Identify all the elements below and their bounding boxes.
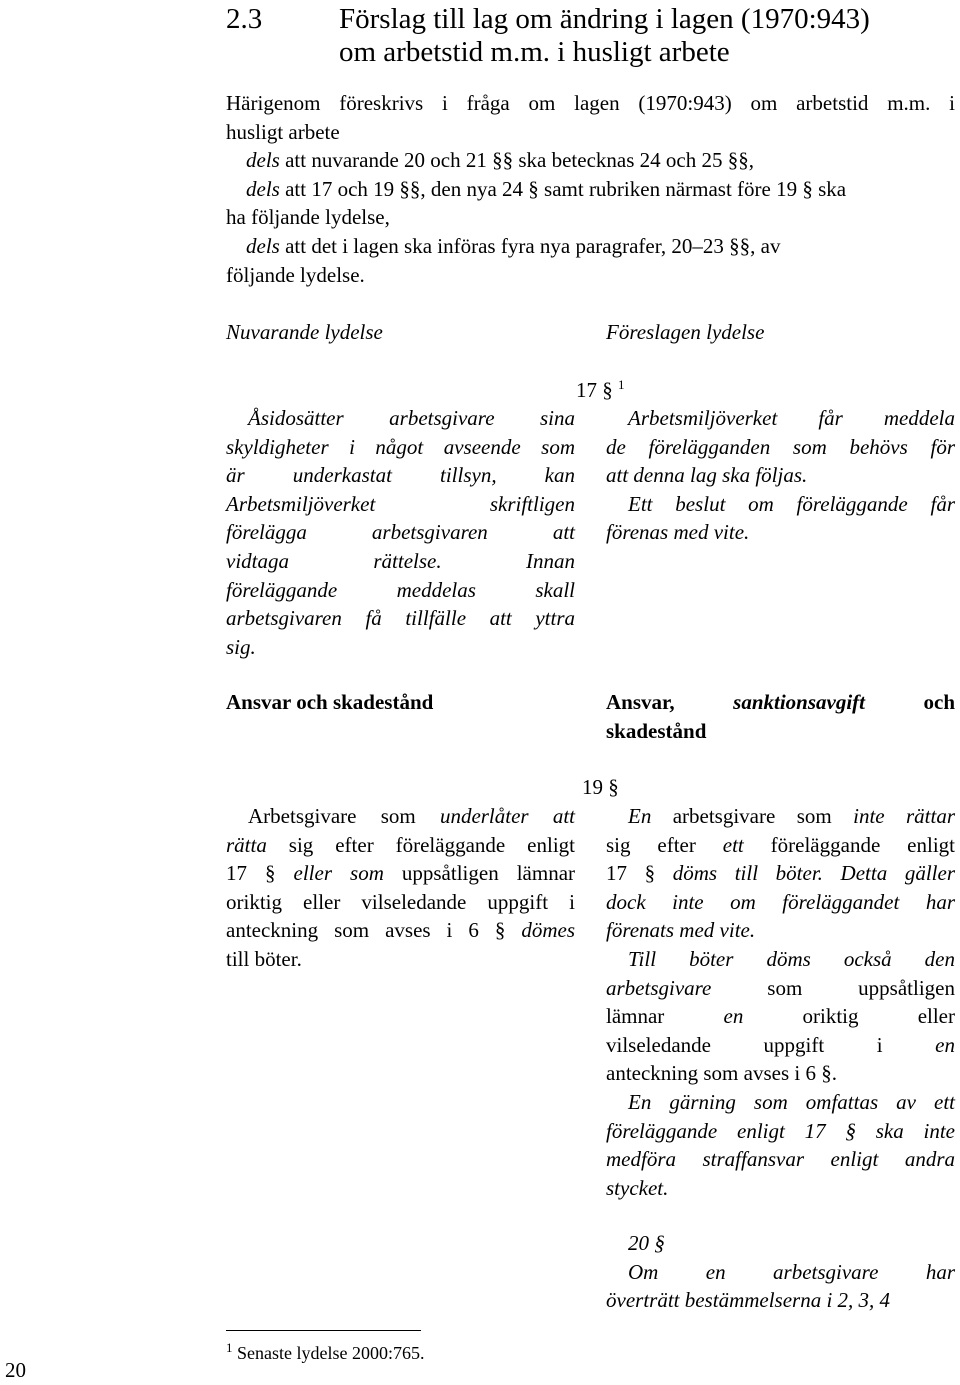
sec19-current-text: anteckning som avses i 6 § xyxy=(226,918,522,943)
sec17-current-line: är underkastat tillsyn, kan xyxy=(226,463,575,488)
rubric-word-ansvar: Ansvar, xyxy=(606,690,675,714)
dels-1-em: dels xyxy=(246,148,280,173)
sec17-current-line: föreläggande meddelas skall xyxy=(226,577,575,602)
sec19-proposed-line-2 xyxy=(606,831,955,860)
sec19-proposed-em: döms till böter. Detta gäller xyxy=(672,861,955,886)
dels-2-em: dels xyxy=(246,176,280,201)
sec17-current-line: skyldigheter i något avseende som xyxy=(226,434,575,459)
sec19-current-line-2 xyxy=(226,831,575,860)
intro-block xyxy=(226,89,955,289)
sec17-current-line: Arbetsmiljöverket skriftligen xyxy=(226,491,575,516)
sec19-current-line-6: till böter. xyxy=(226,946,302,971)
intro-line-1: Härigenom föreskrivs i fråga om lagen (1970:943) om arbetstid m.m. i xyxy=(226,91,955,115)
footnote-text: Senaste lydelse 2000:765. xyxy=(237,1343,425,1363)
sec17-proposed-line: att denna lag ska följas. xyxy=(606,463,808,488)
sec19-current-em: dömes xyxy=(521,918,575,943)
sec19-proposed-line-4: dock inte om föreläggandet har xyxy=(606,889,955,914)
sec19-current-line-3 xyxy=(226,859,575,888)
sec17-proposed-line: Ett beslut om föreläggande får xyxy=(628,491,955,516)
sec17-current-line: förelägga arbetsgivaren att xyxy=(226,520,575,545)
proposed-wording-header: Föreslagen lydelse xyxy=(606,320,765,344)
sec17-current-line: vidtaga rättelse. Innan xyxy=(226,548,575,573)
sec20-proposed xyxy=(606,1229,955,1315)
sec17-current xyxy=(226,404,575,661)
dels-2-cont: ha följande lydelse, xyxy=(226,205,390,230)
dels-2 xyxy=(246,175,955,204)
section-number: 2.3 xyxy=(226,3,263,35)
sec17-current-line: arbetsgivaren få tillfälle att yttra xyxy=(226,606,575,631)
rubric-word-och: och xyxy=(923,690,955,714)
sec19-current-text: Arbetsgivare som xyxy=(248,804,440,828)
sec19-proposed-em: en xyxy=(935,1032,955,1057)
sec19-proposed-text: sig efter xyxy=(606,832,723,857)
section-19-label: 19 § xyxy=(582,775,619,799)
sec19-proposed-line-13: medföra straffansvar enligt andra xyxy=(606,1147,955,1172)
sec19-proposed-line-11: En gärning som omfattas av ett xyxy=(628,1089,955,1114)
sec19-proposed-text: arbetsgivare som xyxy=(651,804,854,828)
sec17-proposed-line: de förelägganden som behövs för xyxy=(606,434,955,459)
sec19-proposed-line-8 xyxy=(606,1002,955,1031)
sec19-proposed-em: En xyxy=(628,804,652,828)
sec19-proposed-line-3 xyxy=(606,859,955,888)
sec19-proposed-text: lämnar xyxy=(606,1004,724,1029)
footnote xyxy=(226,1339,424,1368)
dels-3-em: dels xyxy=(246,233,280,258)
sec17-proposed-line: Arbetsmiljöverket får meddela xyxy=(628,406,955,430)
dels-3 xyxy=(246,232,955,261)
footnote-ref: 1 xyxy=(618,377,625,392)
sec19-current xyxy=(226,802,575,974)
intro-line-2: husligt arbete xyxy=(226,119,340,144)
sec19-proposed-text: vilseledande uppgift i xyxy=(606,1032,936,1057)
section-title-line1: Förslag till lag om ändring i lagen (1970:943) xyxy=(339,3,870,35)
sec19-proposed-line-14: stycket. xyxy=(606,1175,669,1200)
sec19-proposed-em: arbetsgivare xyxy=(606,975,712,1000)
sec17-current-line: sig. xyxy=(226,634,256,659)
sec19-proposed-em: en xyxy=(723,1004,744,1029)
sec19-proposed-line-7 xyxy=(606,974,955,1003)
sec19-current-line-1 xyxy=(226,802,575,831)
dels-3-text: att det i lagen ska införas fyra nya paragrafer, 20–23 §§, av xyxy=(279,233,781,258)
sec19-proposed-line-1 xyxy=(606,802,955,831)
sec19-proposed-text: föreläggande enligt xyxy=(743,832,955,857)
sec19-proposed-line-6: Till böter döms också den xyxy=(628,946,955,971)
page-number: 20 xyxy=(5,1358,26,1382)
footnote-rule xyxy=(226,1330,421,1331)
sec19-current-line-4: oriktig eller vilseledande uppgift i xyxy=(226,889,575,914)
rubric-proposed xyxy=(606,688,955,745)
sec20-line: Om en arbetsgivare har xyxy=(628,1259,955,1284)
sec19-proposed-line-12: föreläggande enligt 17 § ska inte xyxy=(606,1118,955,1143)
sec19-current-em: rätta xyxy=(226,832,267,857)
section-20-label: 20 § xyxy=(628,1231,665,1255)
sec17-proposed xyxy=(606,404,955,547)
rubric-word-sanktionsavgift: sanktionsavgift xyxy=(733,690,866,714)
current-wording-header: Nuvarande lydelse xyxy=(226,320,383,344)
dels-1 xyxy=(246,146,955,175)
sec19-proposed-em: ett xyxy=(722,832,744,857)
sec19-proposed-em: inte rättar xyxy=(853,804,955,828)
dels-3-cont: följande lydelse. xyxy=(226,262,365,287)
sec19-current-text: uppsåtligen lämnar xyxy=(383,861,576,886)
sec19-proposed-line-5: förenats med vite. xyxy=(606,918,756,943)
footnote-number: 1 xyxy=(226,1340,233,1355)
dels-2-text: att 17 och 19 §§, den nya 24 § samt rubriken närmast före 19 § ska xyxy=(279,176,847,201)
sec19-current-em: eller som xyxy=(293,861,384,886)
sec19-current-text: 17 § xyxy=(226,861,294,886)
sec20-line: överträtt bestämmelserna i 2, 3, 4 xyxy=(606,1288,891,1313)
rubric-proposed-line2: skadestånd xyxy=(606,718,707,743)
sec19-proposed-line-9 xyxy=(606,1031,955,1060)
sec17-proposed-line: förenas med vite. xyxy=(606,520,750,545)
sec19-proposed-text: 17 § xyxy=(606,861,673,886)
rubric-proposed-line1 xyxy=(606,688,955,717)
section-title-line2: om arbetstid m.m. i husligt arbete xyxy=(339,36,730,68)
sec19-proposed-text: som uppsåtligen xyxy=(711,975,955,1000)
sec19-current-line-5 xyxy=(226,916,575,945)
sec19-current-em: underlåter att xyxy=(439,804,575,828)
sec19-proposed-text: oriktig eller xyxy=(743,1004,955,1029)
section-17-label xyxy=(576,376,625,405)
sec17-current-line: Åsidosätter arbetsgivare sina xyxy=(248,406,575,430)
dels-1-text: att nuvarande 20 och 21 §§ ska betecknas 24 och 25 §§, xyxy=(279,148,754,173)
sec19-proposed xyxy=(606,802,955,1202)
sec19-current-text: sig efter föreläggande enligt xyxy=(266,832,575,857)
section-17-text: 17 § xyxy=(576,378,613,402)
rubric-current: Ansvar och skadestånd xyxy=(226,690,434,714)
sec19-proposed-line-10: anteckning som avses i 6 §. xyxy=(606,1061,837,1086)
